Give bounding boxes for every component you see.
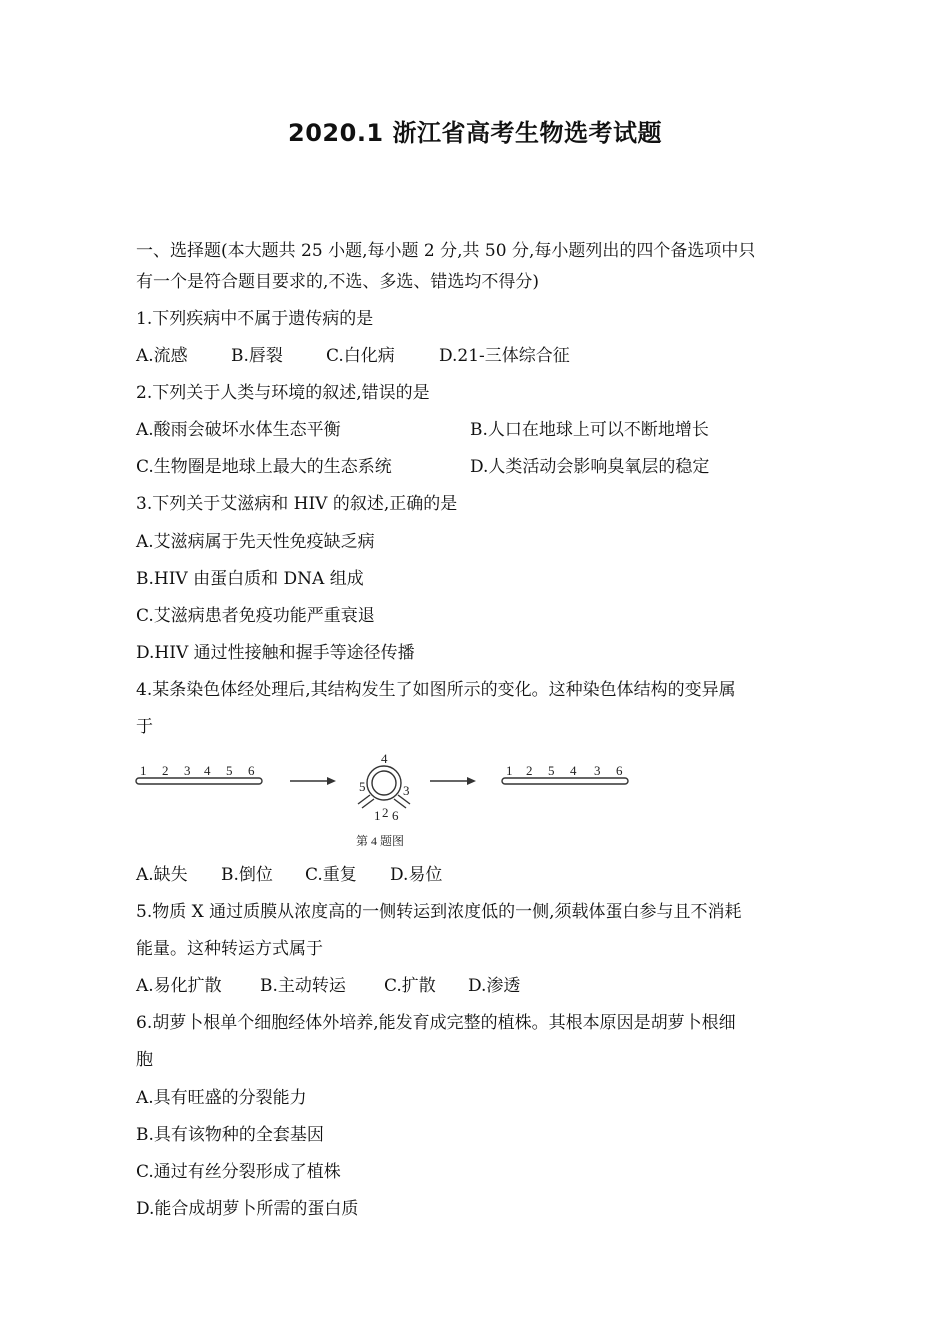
loop-label-1: 1 [374, 808, 381, 823]
q3-option-d: D.HIV 通过性接触和握手等途径传播 [136, 643, 415, 663]
q1-option-b: B.唇裂 [231, 346, 283, 366]
before-label-1: 1 [140, 763, 147, 778]
q3-option-b: B.HIV 由蛋白质和 DNA 组成 [136, 569, 364, 589]
after-label-2: 2 [526, 763, 533, 778]
loop-label-6: 6 [392, 808, 399, 823]
q3-option-a: A.艾滋病属于先天性免疫缺乏病 [136, 532, 375, 552]
q5-option-c: C.扩散 [384, 976, 436, 996]
q3-option-c: C.艾滋病患者免疫功能严重衰退 [136, 606, 375, 626]
q5-option-a: A.易化扩散 [136, 976, 222, 996]
q4-option-c: C.重复 [305, 865, 357, 885]
q1-option-c: C.白化病 [326, 346, 395, 366]
arrow-2-head [467, 777, 476, 785]
question-4-stem-line2: 于 [136, 717, 153, 737]
before-label-2: 2 [162, 763, 169, 778]
after-label-3: 3 [594, 763, 601, 778]
after-label-5: 5 [548, 763, 555, 778]
q2-option-a: A.酸雨会破坏水体生态平衡 [136, 420, 341, 440]
question-2-stem: 2.下列关于人类与环境的叙述,错误的是 [136, 383, 430, 403]
q4-option-d: D.易位 [390, 865, 443, 885]
q1-option-d: D.21-三体综合征 [439, 346, 570, 366]
q2-option-d: D.人类活动会影响臭氧层的稳定 [470, 457, 710, 477]
question-2-options-row2 [136, 456, 816, 478]
q6-option-a: A.具有旺盛的分裂能力 [136, 1088, 307, 1108]
chromosome-after-bar [502, 778, 628, 784]
page-title: 2020.1 浙江省高考生物选考试题 [288, 119, 662, 147]
figure-caption: 第 4 题图 [356, 834, 405, 848]
q6-option-b: B.具有该物种的全套基因 [136, 1125, 324, 1145]
question-5-options [136, 975, 816, 997]
question-5-stem-line1: 5.物质 X 通过质膜从浓度高的一侧转运到浓度低的一侧,须载体蛋白参与且不消耗 [136, 902, 742, 922]
loop-label-4: 4 [381, 751, 388, 766]
section-intro-line1: 一、选择题(本大题共 25 小题,每小题 2 分,共 50 分,每小题列出的四个备选项中只 [136, 241, 756, 261]
q5-option-d: D.渗透 [468, 976, 521, 996]
question-2-options-row1 [136, 419, 816, 441]
q4-option-a: A.缺失 [136, 865, 188, 885]
question-6-stem-line2: 胞 [136, 1050, 153, 1070]
question-1-options [136, 345, 816, 367]
q2-option-b: B.人口在地球上可以不断地增长 [470, 420, 709, 440]
chromosome-inversion-figure [130, 748, 640, 853]
question-5-stem-line2: 能量。这种转运方式属于 [136, 939, 323, 959]
before-label-3: 3 [184, 763, 191, 778]
question-1-stem: 1.下列疾病中不属于遗传病的是 [136, 309, 374, 329]
after-label-4: 4 [570, 763, 577, 778]
loop-label-5: 5 [359, 779, 366, 794]
question-4-stem-line1: 4.某条染色体经处理后,其结构发生了如图所示的变化。这种染色体结构的变异属 [136, 680, 736, 700]
q6-option-c: C.通过有丝分裂形成了植株 [136, 1162, 341, 1182]
q1-option-a: A.流感 [136, 346, 188, 366]
q4-option-b: B.倒位 [221, 865, 273, 885]
q5-option-b: B.主动转运 [260, 976, 346, 996]
loop-label-3: 3 [403, 783, 410, 798]
section-intro-line2: 有一个是符合题目要求的,不选、多选、错选均不得分) [136, 272, 540, 292]
q2-option-c: C.生物圈是地球上最大的生态系统 [136, 457, 392, 477]
loop-label-2: 2 [382, 805, 389, 820]
arrow-1-head [327, 777, 336, 785]
before-label-5: 5 [226, 763, 233, 778]
after-label-1: 1 [506, 763, 513, 778]
q6-option-d: D.能合成胡萝卜所需的蛋白质 [136, 1199, 359, 1219]
question-3-stem: 3.下列关于艾滋病和 HIV 的叙述,正确的是 [136, 494, 458, 514]
after-label-6: 6 [616, 763, 623, 778]
question-6-stem-line1: 6.胡萝卜根单个细胞经体外培养,能发育成完整的植株。其根本原因是胡萝卜根细 [136, 1013, 736, 1033]
before-label-4: 4 [204, 763, 211, 778]
before-label-6: 6 [248, 763, 255, 778]
chromosome-before-bar [136, 778, 262, 784]
question-4-options [136, 864, 816, 886]
